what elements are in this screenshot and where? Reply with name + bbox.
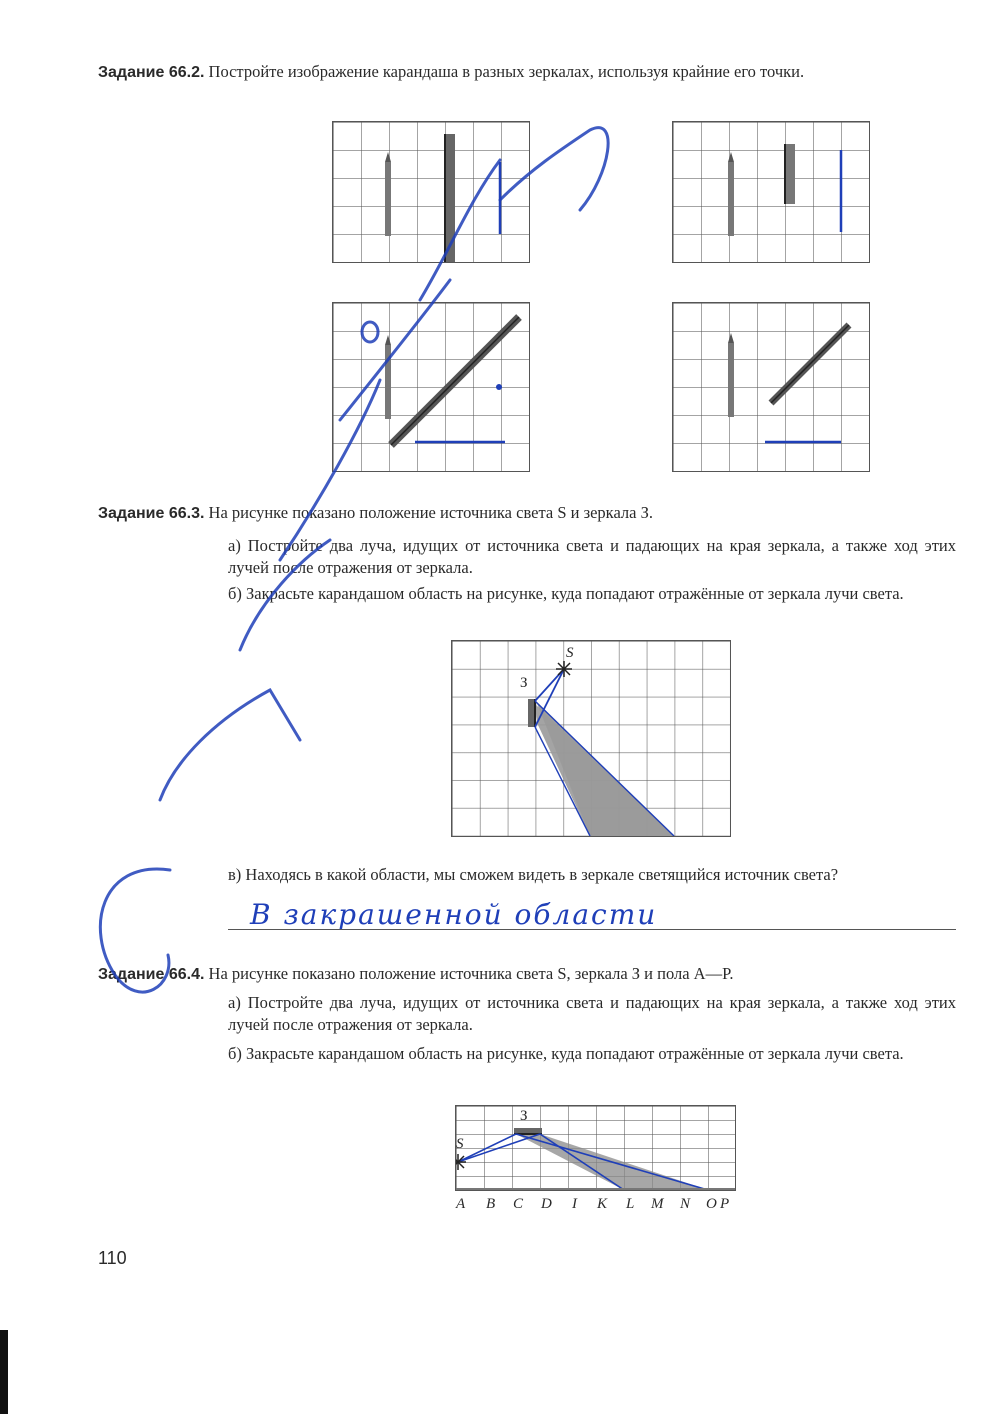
task-text: На рисунке показано положение источника света S и зеркала З.: [208, 503, 653, 522]
grid-4-drawing: [673, 303, 869, 471]
task-66-4-heading: [98, 963, 958, 986]
floor-point-label: A: [456, 1196, 466, 1212]
grid-1-drawing: [333, 122, 529, 262]
pencil-icon: [728, 333, 734, 417]
handwritten-answer: В закрашенной области: [250, 898, 658, 931]
grid-diagonal-mirror-2: [672, 302, 870, 472]
task-label: Задание 66.4.: [98, 966, 205, 983]
mirror-icon: [391, 317, 519, 445]
task-66-3-heading: [98, 502, 958, 525]
pencil-icon: [385, 152, 391, 236]
floor-point-label: B: [486, 1196, 496, 1212]
source-label: S: [566, 645, 574, 661]
grid-floor-mirror: [455, 1105, 736, 1191]
grid-diagonal-mirror-1: [332, 302, 530, 472]
floor-point-label: L: [626, 1196, 635, 1212]
task-label: Задание 66.3.: [98, 505, 205, 522]
mirror-icon: [528, 699, 535, 727]
mirror-icon: [514, 1128, 542, 1134]
floor-point-label: I: [572, 1196, 577, 1212]
answer-line: [228, 929, 956, 930]
pencil-icon: [728, 152, 734, 236]
mirror-label: З: [520, 1108, 528, 1124]
mirror-label: З: [520, 675, 528, 691]
task-text: На рисунке показано положение источника света S, зеркала З и пола A—P.: [208, 964, 734, 983]
task-label: Задание 66.2.: [98, 64, 205, 81]
floor-point-label: N: [680, 1196, 691, 1212]
grid-source-mirror: [451, 640, 731, 837]
reflection-diagram: [452, 641, 730, 836]
floor-point-label: D: [541, 1196, 552, 1212]
task-66-2-heading: [98, 61, 958, 84]
scan-edge: [0, 1330, 8, 1414]
task-66-3-part-c: в) Находясь в какой области, мы сможем видеть в зеркале светящийся источник света?: [228, 865, 839, 884]
task-text: Постройте изображение карандаша в разных зеркалах, используя крайние его точки.: [208, 62, 805, 81]
grid-2-drawing: [673, 122, 869, 262]
light-source-icon: [456, 1154, 466, 1170]
grid-straight-mirror-1: [332, 121, 530, 263]
floor-point-label: K: [597, 1196, 608, 1212]
task-66-3-part-b: б) Закрасьте карандашом область на рисунке, куда попадают отражённые от зеркала лучи света.: [228, 584, 904, 603]
task-66-4-part-a: а) Постройте два луча, идущих от источника света и падающих на края зеркала, а также ход этих лучей после отражения от зеркала.: [228, 993, 956, 1034]
floor-point-label: C: [513, 1196, 524, 1212]
grid-straight-mirror-2: [672, 121, 870, 263]
page-number: 110: [98, 1248, 127, 1268]
floor-line: [456, 1188, 735, 1190]
mirror-icon: [785, 144, 795, 204]
light-source-icon: [556, 661, 572, 677]
task-66-3-part-a: а) Постройте два луча, идущих от источника света и падающих на края зеркала, а также ход этих лучей после отражения от зеркала.: [228, 536, 956, 577]
mirror-icon: [445, 134, 455, 262]
mirror-icon: [771, 325, 849, 403]
floor-point-label: P: [720, 1196, 730, 1212]
floor-point-label: O: [706, 1196, 717, 1212]
task-66-4-part-b: б) Закрасьте карандашом область на рисунке, куда попадают отражённые от зеркала лучи света.: [228, 1044, 904, 1063]
pencil-icon: [385, 335, 391, 419]
floor-point-label: M: [651, 1196, 664, 1212]
floor-diagram: [456, 1106, 735, 1190]
grid-3-drawing: [333, 303, 529, 471]
source-label: S: [456, 1136, 464, 1152]
